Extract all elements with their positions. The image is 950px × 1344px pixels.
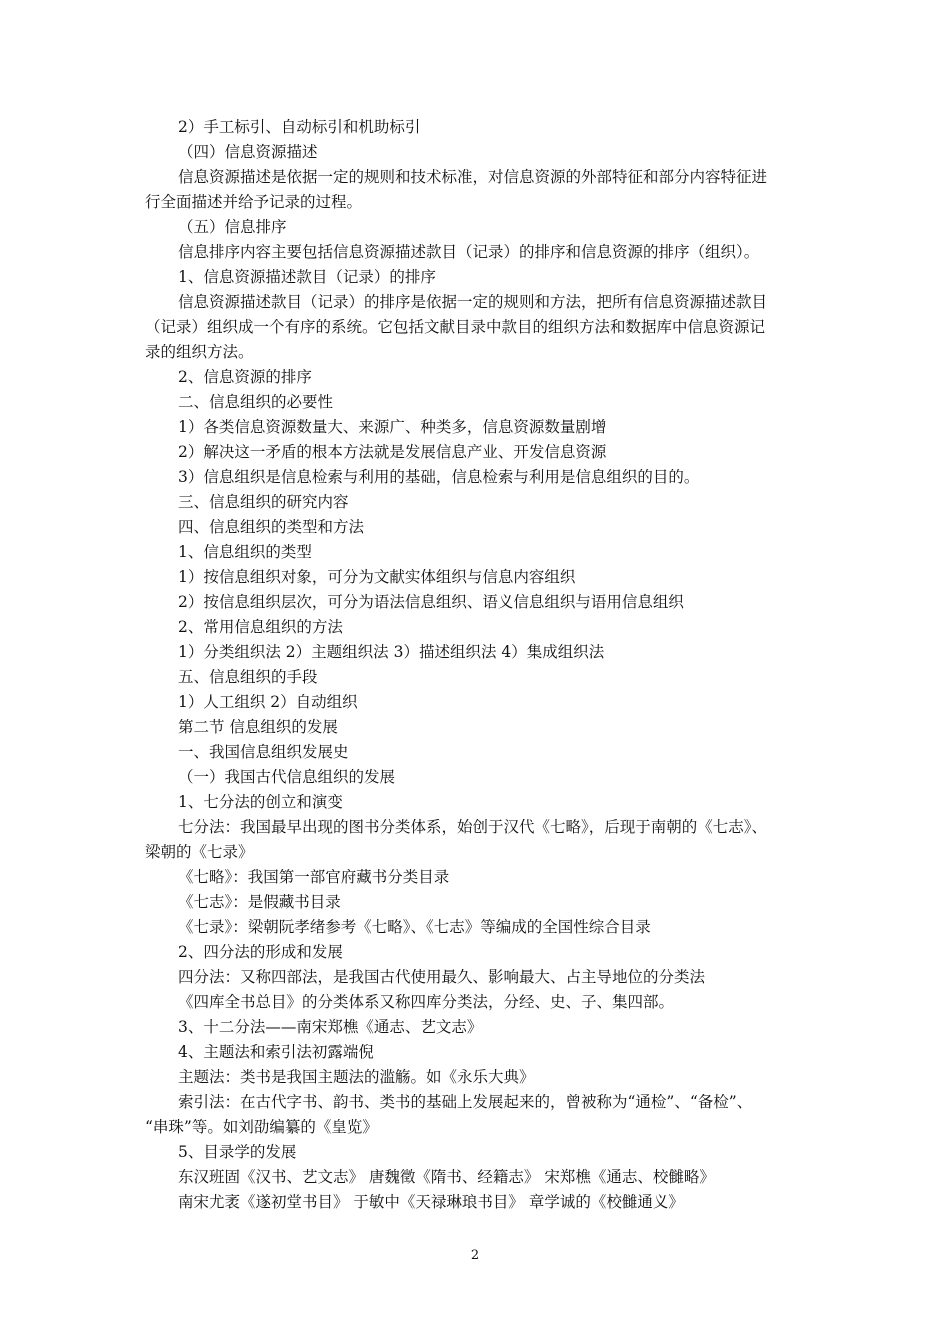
text-line: “串珠”等。如刘劭编纂的《皇览》 [145,1118,378,1136]
text-line: 一、我国信息组织发展史 [178,743,349,761]
text-line: 四、信息组织的类型和方法 [178,518,365,536]
text-line: 七分法：我国最早出现的图书分类体系，始创于汉代《七略》，后现于南朝的《七志》、 [178,818,768,836]
text-line: 4、主题法和索引法初露端倪 [178,1043,374,1061]
document-body [145,115,810,1215]
text-line: （五）信息排序 [178,218,287,236]
text-line: 二、信息组织的必要性 [178,393,334,411]
text-line: 2、常用信息组织的方法 [178,618,343,636]
text-line: 2）按信息组织层次，可分为语法信息组织、语义信息组织与语用信息组织 [178,593,684,611]
text-line: 东汉班固《汉书、艺文志》 唐魏徵《隋书、经籍志》 宋郑樵《通志、校雠略》 [178,1168,715,1186]
text-line: 索引法：在古代字书、韵书、类书的基础上发展起来的，曾被称为“通检”、“备检”、 [178,1093,753,1111]
text-line: 1、信息组织的类型 [178,543,312,561]
text-line: 1）分类组织法 2）主题组织法 3）描述组织法 4）集成组织法 [178,643,605,661]
text-line: 5、目录学的发展 [178,1143,297,1161]
text-line: 录的组织方法。 [145,343,254,361]
text-line: 2）手工标引、自动标引和机助标引 [178,118,421,136]
text-line: 1）各类信息资源数量大、来源广、种类多，信息资源数量剧增 [178,418,607,436]
text-line: 2）解决这一矛盾的根本方法就是发展信息产业、开发信息资源 [178,443,607,461]
text-line: 四分法：又称四部法，是我国古代使用最久、影响最大、占主导地位的分类法 [178,968,706,986]
text-line: 《七录》：梁朝阮孝绪参考《七略》、《七志》等编成的全国性综合目录 [178,918,651,936]
text-line: 《四库全书总目》的分类体系又称四库分类法，分经、史、子、集四部。 [178,993,675,1011]
text-line: （四）信息资源描述 [178,143,318,161]
text-line: 五、信息组织的手段 [178,668,318,686]
text-line: 第二节 信息组织的发展 [178,718,338,736]
text-line: 2、四分法的形成和发展 [178,943,343,961]
text-line: 1）人工组织 2）自动组织 [178,693,358,711]
text-line: （记录）组织成一个有序的系统。它包括文献目录中款目的组织方法和数据库中信息资源记 [145,318,766,336]
text-line: （一）我国古代信息组织的发展 [178,768,396,786]
text-line: 主题法：类书是我国主题法的滥觞。如《永乐大典》 [178,1068,535,1086]
text-line: 1）按信息组织对象，可分为文献实体组织与信息内容组织 [178,568,576,586]
text-line: 信息资源描述是依据一定的规则和技术标准，对信息资源的外部特征和部分内容特征进 [178,168,768,186]
text-line: 信息排序内容主要包括信息资源描述款目（记录）的排序和信息资源的排序（组织）。 [178,243,760,261]
text-line: 行全面描述并给予记录的过程。 [145,193,363,211]
text-line: 2、信息资源的排序 [178,368,312,386]
text-line: 3、十二分法——南宋郑樵《通志、艺文志》 [178,1018,483,1036]
text-line: 信息资源描述款目（记录）的排序是依据一定的规则和方法，把所有信息资源描述款目 [178,293,768,311]
text-line: 1、七分法的创立和演变 [178,793,343,811]
text-line: 3）信息组织是信息检索与利用的基础，信息检索与利用是信息组织的目的。 [178,468,700,486]
text-line: 南宋尤袤《遂初堂书目》 于敏中《天禄琳琅书目》 章学诚的《校雠通义》 [178,1193,684,1211]
text-line: 梁朝的《七录》 [145,843,254,861]
text-line: 《七志》：是假藏书目录 [178,893,341,911]
text-line: 三、信息组织的研究内容 [178,493,349,511]
page-number: 2 [470,1248,480,1263]
text-line: 《七略》：我国第一部官府藏书分类目录 [178,868,450,886]
text-line: 1、信息资源描述款目（记录）的排序 [178,268,436,286]
